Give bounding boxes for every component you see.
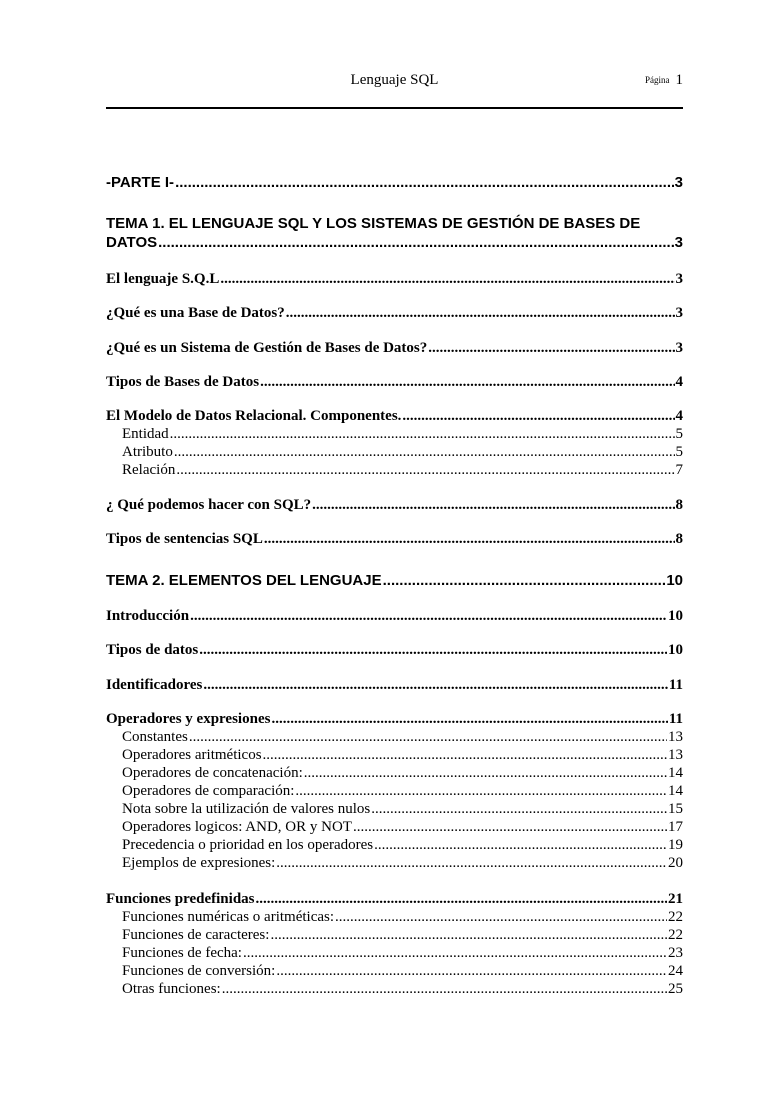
toc-subentry[interactable] bbox=[122, 746, 683, 764]
dot-leader bbox=[256, 890, 668, 908]
toc-entry-title: ¿ Qué podemos hacer con SQL? bbox=[106, 497, 312, 513]
toc-entry-page: 8 bbox=[675, 497, 683, 513]
toc-entry-title: ¿Qué es un Sistema de Gestión de Bases de Datos? bbox=[106, 340, 428, 356]
page-label: Página bbox=[645, 75, 670, 85]
toc-subentry[interactable] bbox=[122, 908, 683, 926]
toc-entry-page: 14 bbox=[668, 765, 683, 781]
dot-leader bbox=[158, 234, 674, 252]
toc-entry[interactable] bbox=[106, 496, 683, 514]
toc-entry-title: Introducción bbox=[106, 608, 190, 624]
toc-entry-page: 3 bbox=[674, 234, 683, 251]
toc-entry-page: 3 bbox=[675, 340, 683, 356]
dot-leader bbox=[276, 854, 667, 872]
toc-entry-page: 11 bbox=[668, 711, 683, 727]
toc-entry-page: 15 bbox=[668, 801, 683, 817]
toc-entry-title: Funciones de caracteres: bbox=[122, 927, 270, 943]
toc-entry-page: 10 bbox=[666, 572, 683, 589]
toc-entry-title: -PARTE I- bbox=[106, 174, 175, 191]
toc-subentry[interactable] bbox=[122, 926, 683, 944]
dot-leader bbox=[371, 800, 667, 818]
toc-entry-tema-2[interactable] bbox=[106, 572, 683, 590]
dot-leader bbox=[176, 461, 674, 479]
toc-entry-title: Entidad bbox=[122, 426, 169, 442]
toc-entry-page: 10 bbox=[668, 642, 683, 658]
page-header bbox=[106, 70, 683, 96]
toc-entry-title: Atributo bbox=[122, 444, 173, 460]
toc-entry-page: 19 bbox=[668, 837, 683, 853]
dot-leader bbox=[243, 944, 667, 962]
dot-leader bbox=[335, 908, 667, 926]
toc-entry-page: 24 bbox=[668, 963, 683, 979]
dot-leader bbox=[264, 530, 675, 548]
dot-leader bbox=[260, 373, 674, 391]
toc-entry-page: 4 bbox=[675, 374, 683, 390]
toc-entry-page: 4 bbox=[675, 408, 683, 424]
dot-leader bbox=[353, 818, 667, 836]
toc-subentry[interactable] bbox=[122, 944, 683, 962]
toc-entry-title: Otras funciones: bbox=[122, 981, 221, 997]
toc-entry-title: Operadores de concatenación: bbox=[122, 765, 303, 781]
dot-leader bbox=[276, 962, 667, 980]
toc-entry-page: 5 bbox=[675, 426, 683, 442]
toc-subentry[interactable] bbox=[122, 800, 683, 818]
dot-leader bbox=[402, 407, 674, 425]
toc-entry-title: TEMA 2. ELEMENTOS DEL LENGUAJE bbox=[106, 572, 382, 589]
page-indicator bbox=[645, 72, 683, 89]
toc-entry-page: 17 bbox=[668, 819, 683, 835]
toc-entry-page: 13 bbox=[668, 747, 683, 763]
toc-subentry[interactable] bbox=[122, 854, 683, 872]
dot-leader bbox=[203, 676, 667, 694]
toc-entry-title: Tipos de Bases de Datos bbox=[106, 374, 260, 390]
toc-entry-tema-1-line1[interactable]: TEMA 1. EL LENGUAJE SQL Y LOS SISTEMAS DE GESTIÓN DE BASES DE bbox=[106, 215, 641, 232]
toc-entry[interactable] bbox=[106, 304, 683, 322]
toc-entry-title: Nota sobre la utilización de valores nulos bbox=[122, 801, 371, 817]
dot-leader bbox=[199, 641, 667, 659]
toc-subentry[interactable] bbox=[122, 764, 683, 782]
dot-leader bbox=[220, 270, 674, 288]
dot-leader bbox=[190, 607, 667, 625]
dot-leader bbox=[374, 836, 667, 854]
toc-entry[interactable] bbox=[106, 407, 683, 425]
toc-entry-title: Constantes bbox=[122, 729, 188, 745]
toc-entry-parte-1[interactable] bbox=[106, 174, 683, 192]
toc-subentry[interactable] bbox=[122, 818, 683, 836]
dot-leader bbox=[295, 782, 667, 800]
dot-leader bbox=[286, 304, 675, 322]
toc-entry-title: Funciones numéricas o aritméticas: bbox=[122, 909, 335, 925]
toc-subentry[interactable] bbox=[122, 980, 683, 998]
toc-entry[interactable] bbox=[106, 607, 683, 625]
dot-leader bbox=[170, 425, 675, 443]
toc-entry-tema-1[interactable] bbox=[106, 234, 683, 252]
toc-entry-page: 3 bbox=[675, 305, 683, 321]
dot-leader bbox=[175, 174, 674, 192]
toc-subentry[interactable] bbox=[122, 728, 683, 746]
dot-leader bbox=[304, 764, 667, 782]
dot-leader bbox=[222, 980, 667, 998]
toc-entry[interactable] bbox=[106, 710, 683, 728]
toc-entry[interactable] bbox=[106, 676, 683, 694]
dot-leader bbox=[312, 496, 674, 514]
toc-entry-title: El Modelo de Datos Relacional. Componentes. bbox=[106, 408, 402, 424]
toc-subentry[interactable] bbox=[122, 425, 683, 443]
toc-entry-page: 8 bbox=[675, 531, 683, 547]
document-title: Lenguaje SQL bbox=[350, 72, 439, 88]
toc-entry-title: El lenguaje S.Q.L bbox=[106, 271, 220, 287]
toc-entry-title: Funciones de conversión: bbox=[122, 963, 276, 979]
toc-entry-page: 22 bbox=[668, 909, 683, 925]
dot-leader bbox=[428, 339, 674, 357]
page-number: 1 bbox=[675, 72, 683, 88]
toc-entry[interactable] bbox=[106, 641, 683, 659]
toc-entry-page: 23 bbox=[668, 945, 683, 961]
toc-entry-page: 22 bbox=[668, 927, 683, 943]
toc-subentry[interactable] bbox=[122, 962, 683, 980]
toc-entry-title: Tipos de sentencias SQL bbox=[106, 531, 263, 547]
toc-subentry[interactable] bbox=[122, 836, 683, 854]
toc-entry-title: Operadores logicos: AND, OR y NOT bbox=[122, 819, 352, 835]
toc-subentry[interactable] bbox=[122, 782, 683, 800]
toc-entry[interactable] bbox=[106, 890, 683, 908]
toc-entry[interactable] bbox=[106, 339, 683, 357]
toc-entry[interactable] bbox=[106, 373, 683, 391]
dot-leader bbox=[189, 728, 667, 746]
toc-entry-page: 7 bbox=[675, 462, 683, 478]
toc-entry-title: ¿Qué es una Base de Datos? bbox=[106, 305, 285, 321]
dot-leader bbox=[174, 443, 675, 461]
toc-entry-title: Precedencia o prioridad en los operadores bbox=[122, 837, 374, 853]
toc-entry-page: 11 bbox=[668, 677, 683, 693]
toc-entry-title: Operadores aritméticos bbox=[122, 747, 262, 763]
toc-entry-title: DATOS bbox=[106, 234, 158, 251]
toc-entry[interactable] bbox=[106, 270, 683, 288]
toc-entry-page: 13 bbox=[668, 729, 683, 745]
toc-entry-title: Relación bbox=[122, 462, 176, 478]
dot-leader bbox=[263, 746, 667, 764]
toc-entry-page: 10 bbox=[668, 608, 683, 624]
toc-entry-page: 3 bbox=[675, 271, 683, 287]
toc-subentry[interactable] bbox=[122, 461, 683, 479]
toc-entry-title: Tipos de datos bbox=[106, 642, 199, 658]
toc-entry-page: 3 bbox=[674, 174, 683, 191]
toc-entry-title: Funciones de fecha: bbox=[122, 945, 242, 961]
toc-entry-page: 14 bbox=[668, 783, 683, 799]
header-rule bbox=[106, 107, 683, 109]
toc-entry[interactable] bbox=[106, 530, 683, 548]
toc-entry-title: Ejemplos de expresiones: bbox=[122, 855, 276, 871]
toc-entry-page: 21 bbox=[668, 891, 683, 907]
toc-subentry[interactable] bbox=[122, 443, 683, 461]
toc-entry-title: Operadores de comparación: bbox=[122, 783, 295, 799]
dot-leader bbox=[270, 926, 667, 944]
dot-leader bbox=[271, 710, 667, 728]
toc-entry-title: Funciones predefinidas bbox=[106, 891, 255, 907]
dot-leader bbox=[383, 572, 666, 590]
toc-entry-page: 5 bbox=[675, 444, 683, 460]
toc-entry-page: 25 bbox=[668, 981, 683, 997]
toc-entry-title: Operadores y expresiones bbox=[106, 711, 271, 727]
toc-entry-title: Identificadores bbox=[106, 677, 203, 693]
toc-entry-page: 20 bbox=[668, 855, 683, 871]
